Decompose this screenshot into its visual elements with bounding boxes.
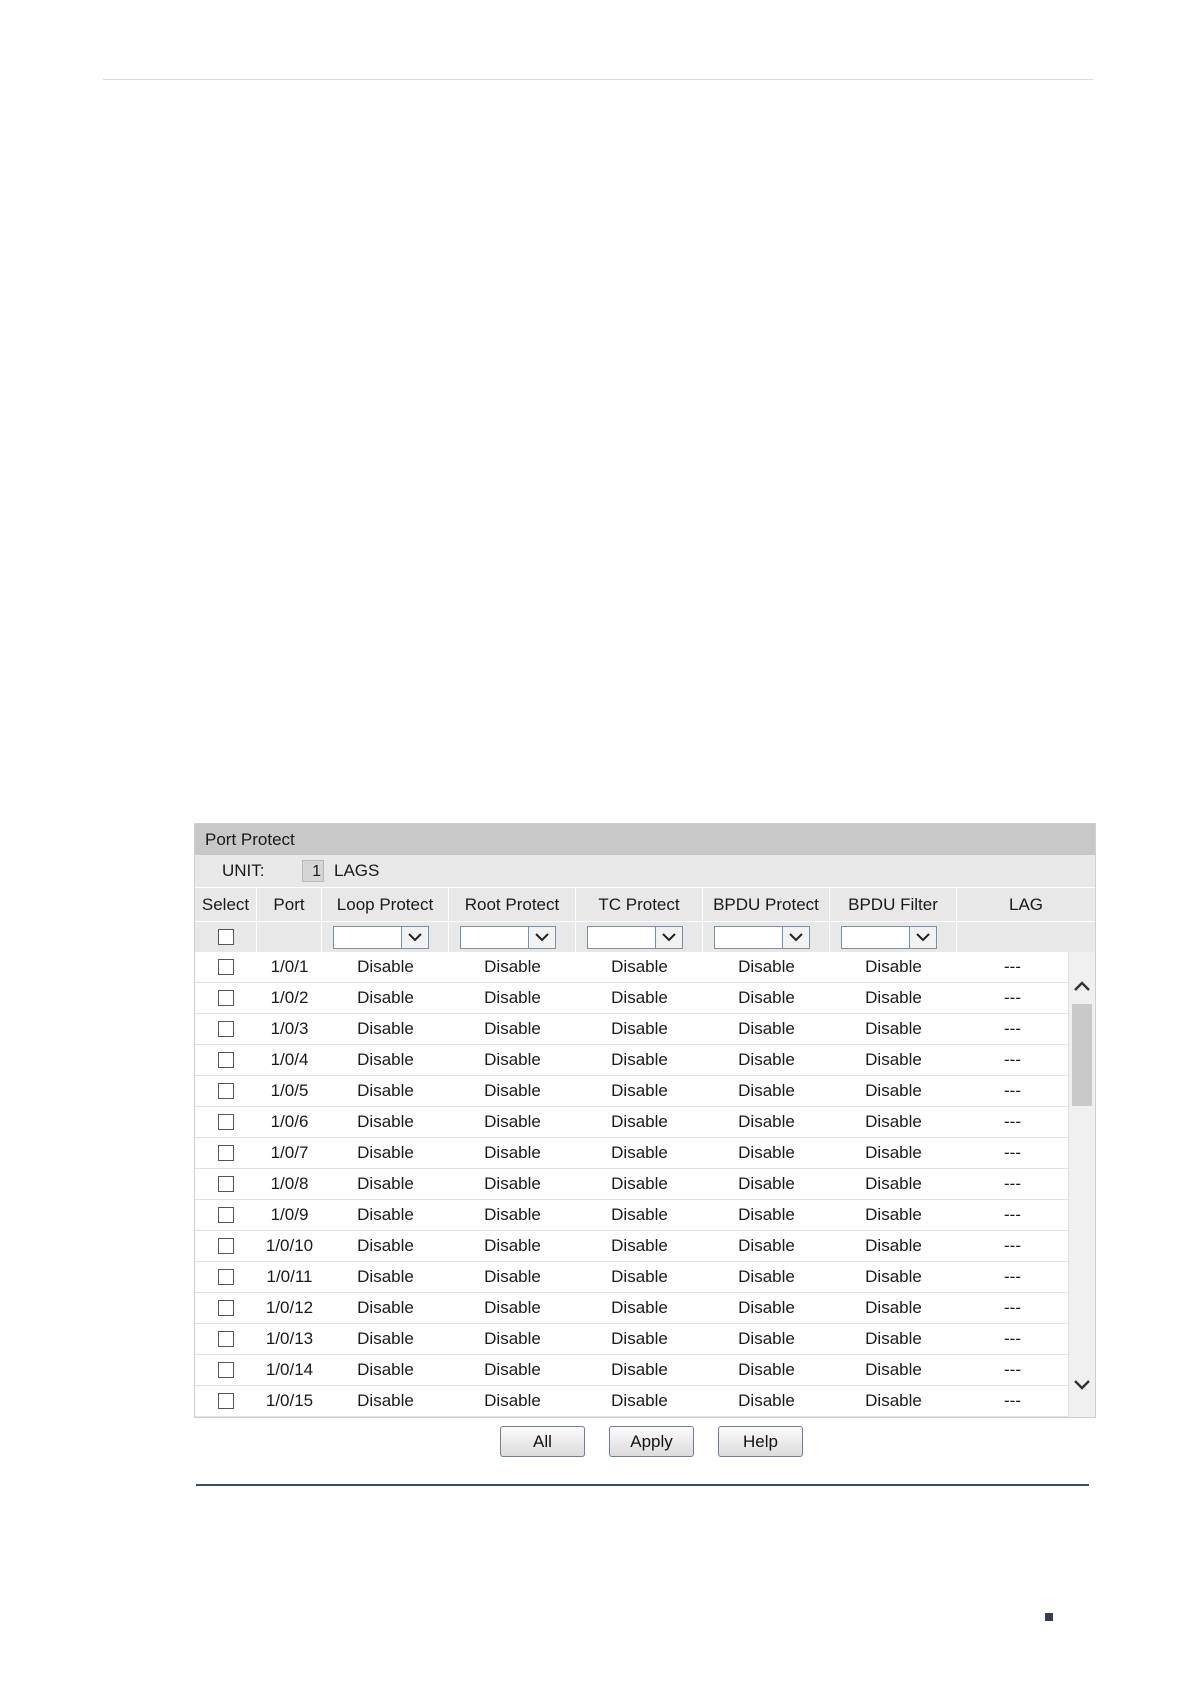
tc-protect-cell: Disable	[611, 1267, 668, 1286]
select-cell	[195, 1262, 257, 1292]
select-cell	[195, 1014, 257, 1044]
action-bar	[194, 1426, 1094, 1460]
header-select: Select	[195, 888, 257, 921]
bpdu-filter-cell: Disable	[865, 1050, 922, 1069]
tc-protect-cell: Disable	[611, 1391, 668, 1410]
select-cell	[195, 952, 257, 982]
root-protect-cell	[449, 921, 576, 952]
loop-protect-cell: Disable	[357, 1081, 414, 1100]
table-row	[195, 1138, 1068, 1169]
bpdu-protect-cell: Disable	[738, 1050, 795, 1069]
lag-cell: ---	[1004, 988, 1021, 1007]
bpdu-filter-cell: Disable	[865, 1236, 922, 1255]
loop-protect-cell: Disable	[357, 1205, 414, 1224]
root-protect-cell: Disable	[484, 957, 541, 976]
header-root-protect: Root Protect	[449, 888, 576, 921]
table-row	[195, 983, 1068, 1014]
port-cell: 1/0/3	[270, 1019, 309, 1038]
tc-protect-cell: Disable	[611, 1174, 668, 1193]
root-protect-cell: Disable	[484, 1267, 541, 1286]
row-checkbox[interactable]	[218, 1052, 234, 1068]
tc-protect-cell: Disable	[611, 1143, 668, 1162]
lag-cell: ---	[1004, 1236, 1021, 1255]
table-row	[195, 1386, 1068, 1417]
bpdu-protect-cell: Disable	[738, 988, 795, 1007]
lag-cell: ---	[1004, 1143, 1021, 1162]
lag-blank-cell	[957, 921, 1095, 952]
row-checkbox[interactable]	[218, 1083, 234, 1099]
row-checkbox[interactable]	[218, 1300, 234, 1316]
chevron-up-icon[interactable]	[1069, 972, 1095, 1000]
header-bpdu-protect: BPDU Protect	[703, 888, 830, 921]
table-body	[195, 952, 1095, 1417]
bpdu-protect-cell: Disable	[738, 1143, 795, 1162]
lag-cell: ---	[1004, 1391, 1021, 1410]
loop-protect-cell: Disable	[357, 1174, 414, 1193]
root-protect-cell: Disable	[484, 1298, 541, 1317]
bpdu-filter-cell: Disable	[865, 1298, 922, 1317]
port-cell: 1/0/4	[270, 1050, 309, 1069]
row-checkbox[interactable]	[218, 1362, 234, 1378]
header-loop-protect: Loop Protect	[322, 888, 449, 921]
port-cell: 1/0/13	[265, 1329, 314, 1348]
chevron-down-icon	[909, 927, 936, 948]
row-checkbox[interactable]	[218, 1207, 234, 1223]
chevron-down-icon	[655, 927, 682, 948]
unit-row	[195, 855, 1095, 888]
select-all-checkbox[interactable]	[218, 929, 234, 945]
lag-cell: ---	[1004, 1081, 1021, 1100]
port-blank-cell	[257, 921, 322, 952]
port-cell: 1/0/10	[265, 1236, 314, 1255]
tc-protect-cell: Disable	[611, 1236, 668, 1255]
row-checkbox[interactable]	[218, 1393, 234, 1409]
root-protect-cell: Disable	[484, 1112, 541, 1131]
bpdu-filter-cell	[830, 921, 957, 952]
bpdu-filter-cell: Disable	[865, 988, 922, 1007]
bpdu-protect-cell: Disable	[738, 957, 795, 976]
table-row	[195, 952, 1068, 983]
bpdu-filter-cell: Disable	[865, 957, 922, 976]
bpdu-filter-cell: Disable	[865, 1081, 922, 1100]
select-cell	[195, 1169, 257, 1199]
lag-cell: ---	[1004, 1019, 1021, 1038]
port-cell: 1/0/8	[270, 1174, 309, 1193]
table-row	[195, 1045, 1068, 1076]
tc-protect-select[interactable]	[587, 926, 683, 949]
port-cell: 1/0/12	[265, 1298, 314, 1317]
table-row	[195, 1076, 1068, 1107]
row-checkbox[interactable]	[218, 990, 234, 1006]
port-cell: 1/0/15	[265, 1391, 314, 1410]
row-checkbox[interactable]	[218, 1021, 234, 1037]
select-cell	[195, 1076, 257, 1106]
bpdu-filter-cell: Disable	[865, 1174, 922, 1193]
bpdu-protect-cell	[703, 921, 830, 952]
tc-protect-cell: Disable	[611, 1205, 668, 1224]
bpdu-protect-cell: Disable	[738, 1360, 795, 1379]
root-protect-cell: Disable	[484, 988, 541, 1007]
root-protect-cell: Disable	[484, 1174, 541, 1193]
select-cell	[195, 1324, 257, 1354]
table-row	[195, 1200, 1068, 1231]
port-cell: 1/0/11	[266, 1267, 313, 1286]
row-checkbox[interactable]	[218, 959, 234, 975]
loop-protect-cell: Disable	[357, 1050, 414, 1069]
bpdu-filter-cell: Disable	[865, 1267, 922, 1286]
root-protect-cell: Disable	[484, 1205, 541, 1224]
tc-protect-cell: Disable	[611, 1081, 668, 1100]
tc-protect-cell: Disable	[611, 988, 668, 1007]
tc-protect-cell: Disable	[611, 957, 668, 976]
table-row	[195, 1262, 1068, 1293]
loop-protect-cell	[322, 921, 449, 952]
page-marker	[1045, 1613, 1053, 1621]
root-protect-cell: Disable	[484, 1391, 541, 1410]
tc-protect-cell: Disable	[611, 1360, 668, 1379]
tc-protect-cell: Disable	[611, 1019, 668, 1038]
port-cell: 1/0/2	[270, 988, 309, 1007]
bpdu-protect-select[interactable]	[714, 926, 810, 949]
chevron-down-icon	[782, 927, 809, 948]
root-protect-cell: Disable	[484, 1050, 541, 1069]
lag-cell: ---	[1004, 957, 1021, 976]
header-tc-protect: TC Protect	[576, 888, 703, 921]
bpdu-protect-cell: Disable	[738, 1391, 795, 1410]
bpdu-filter-cell: Disable	[865, 1205, 922, 1224]
select-cell	[195, 1107, 257, 1137]
select-cell	[195, 1355, 257, 1385]
loop-protect-cell: Disable	[357, 1236, 414, 1255]
port-cell: 1/0/5	[270, 1081, 309, 1100]
bpdu-protect-cell: Disable	[738, 1205, 795, 1224]
loop-protect-cell: Disable	[357, 1267, 414, 1286]
bpdu-filter-cell: Disable	[865, 1360, 922, 1379]
table-rows	[195, 952, 1068, 1417]
loop-protect-cell: Disable	[357, 1298, 414, 1317]
tc-protect-cell: Disable	[611, 1329, 668, 1348]
port-cell: 1/0/6	[270, 1112, 309, 1131]
lag-cell: ---	[1004, 1050, 1021, 1069]
loop-protect-cell: Disable	[357, 1391, 414, 1410]
row-checkbox[interactable]	[218, 1269, 234, 1285]
table-row	[195, 1293, 1068, 1324]
lag-cell: ---	[1004, 1329, 1021, 1348]
table-header	[195, 888, 1095, 921]
figure-divider	[196, 1484, 1089, 1486]
tc-protect-cell: Disable	[611, 1050, 668, 1069]
bpdu-protect-cell: Disable	[738, 1298, 795, 1317]
page-header-rule	[103, 79, 1094, 80]
loop-protect-cell: Disable	[357, 1329, 414, 1348]
select-cell	[195, 1045, 257, 1075]
bpdu-protect-cell: Disable	[738, 1267, 795, 1286]
root-protect-cell: Disable	[484, 1360, 541, 1379]
table-row	[195, 1169, 1068, 1200]
loop-protect-cell: Disable	[357, 957, 414, 976]
bpdu-protect-cell: Disable	[738, 1329, 795, 1348]
port-cell: 1/0/7	[270, 1143, 309, 1162]
bpdu-filter-cell: Disable	[865, 1143, 922, 1162]
lag-cell: ---	[1004, 1205, 1021, 1224]
select-cell	[195, 1200, 257, 1230]
bpdu-filter-cell: Disable	[865, 1019, 922, 1038]
bpdu-protect-cell: Disable	[738, 1174, 795, 1193]
chevron-down-icon	[528, 927, 555, 948]
select-cell	[195, 1386, 257, 1416]
header-bpdu-filter: BPDU Filter	[830, 888, 957, 921]
vertical-scrollbar[interactable]	[1068, 952, 1095, 1417]
row-checkbox[interactable]	[218, 1145, 234, 1161]
bpdu-protect-cell: Disable	[738, 1112, 795, 1131]
row-checkbox[interactable]	[218, 1238, 234, 1254]
table-row	[195, 1355, 1068, 1386]
root-protect-cell: Disable	[484, 1236, 541, 1255]
port-cell: 1/0/9	[270, 1205, 309, 1224]
bpdu-protect-cell: Disable	[738, 1236, 795, 1255]
lag-cell: ---	[1004, 1112, 1021, 1131]
loop-protect-select[interactable]	[333, 926, 429, 949]
root-protect-cell: Disable	[484, 1329, 541, 1348]
bpdu-protect-cell: Disable	[738, 1081, 795, 1100]
row-checkbox[interactable]	[218, 1176, 234, 1192]
select-cell	[195, 983, 257, 1013]
loop-protect-cell: Disable	[357, 1112, 414, 1131]
loop-protect-cell: Disable	[357, 1360, 414, 1379]
bpdu-filter-select[interactable]	[841, 926, 937, 949]
select-cell	[195, 1138, 257, 1168]
loop-protect-cell: Disable	[357, 988, 414, 1007]
bpdu-protect-cell: Disable	[738, 1019, 795, 1038]
table-row	[195, 1107, 1068, 1138]
loop-protect-cell: Disable	[357, 1143, 414, 1162]
bpdu-filter-cell: Disable	[865, 1391, 922, 1410]
tc-protect-cell: Disable	[611, 1112, 668, 1131]
select-all-cell	[195, 921, 257, 952]
root-protect-cell: Disable	[484, 1019, 541, 1038]
lags-link[interactable]: LAGS	[334, 861, 380, 880]
tc-protect-cell	[576, 921, 703, 952]
header-port: Port	[257, 888, 322, 921]
port-cell: 1/0/1	[270, 957, 309, 976]
row-checkbox[interactable]	[218, 1331, 234, 1347]
batch-config-row	[195, 921, 1095, 952]
select-cell	[195, 1293, 257, 1323]
table-row	[195, 1324, 1068, 1355]
apply-button[interactable]: Apply	[609, 1426, 694, 1457]
all-button[interactable]: All	[500, 1426, 585, 1457]
root-protect-select[interactable]	[460, 926, 556, 949]
select-cell	[195, 1231, 257, 1261]
table-row	[195, 1231, 1068, 1262]
root-protect-cell: Disable	[484, 1081, 541, 1100]
chevron-down-icon	[401, 927, 428, 948]
lag-cell: ---	[1004, 1267, 1021, 1286]
loop-protect-cell: Disable	[357, 1019, 414, 1038]
lag-cell: ---	[1004, 1360, 1021, 1379]
scrollbar-thumb[interactable]	[1072, 1004, 1092, 1106]
panel-title: Port Protect	[195, 824, 1095, 855]
bpdu-filter-cell: Disable	[865, 1112, 922, 1131]
root-protect-cell: Disable	[484, 1143, 541, 1162]
tc-protect-cell: Disable	[611, 1298, 668, 1317]
bpdu-filter-cell: Disable	[865, 1329, 922, 1348]
help-button[interactable]: Help	[718, 1426, 803, 1457]
unit-selector[interactable]: 1	[302, 860, 324, 882]
row-checkbox[interactable]	[218, 1114, 234, 1130]
lag-cell: ---	[1004, 1298, 1021, 1317]
table-row	[195, 1014, 1068, 1045]
lag-cell: ---	[1004, 1174, 1021, 1193]
header-lag: LAG	[957, 888, 1095, 921]
port-protect-panel	[194, 823, 1096, 1418]
port-cell: 1/0/14	[265, 1360, 314, 1379]
unit-label: UNIT:	[222, 861, 265, 880]
chevron-down-icon[interactable]	[1069, 1370, 1095, 1398]
